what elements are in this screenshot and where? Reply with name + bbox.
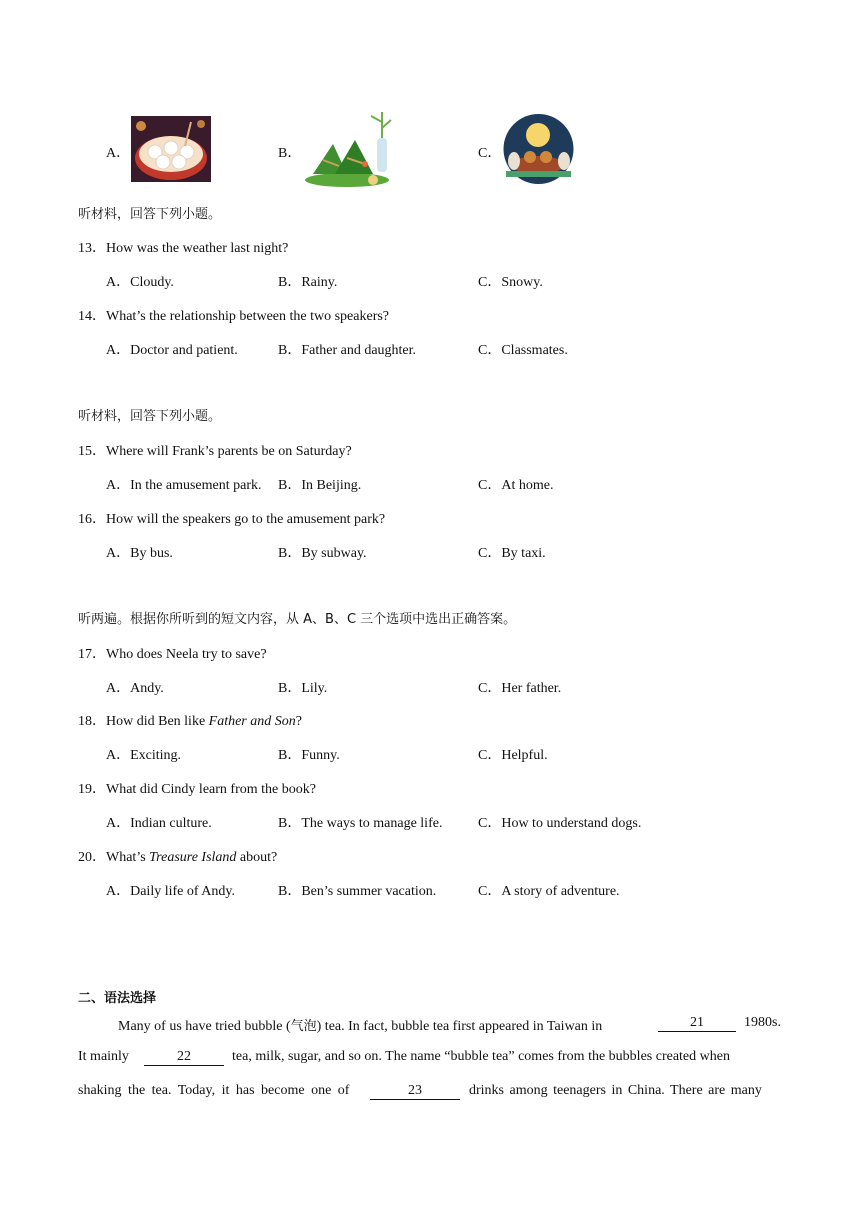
question-text: How was the weather last night? <box>106 241 289 256</box>
q19-option-b: B．The ways to manage life. <box>278 816 443 831</box>
q17-option-b: B．Lily. <box>278 681 328 696</box>
question-text-pre: How did Ben like <box>106 714 209 729</box>
question-text-post: ? <box>295 714 302 729</box>
q16-option-a: A．By bus. <box>106 546 173 561</box>
q14-option-c: C．Classmates. <box>478 343 568 358</box>
question-13 <box>78 237 288 257</box>
option-c-label: C． <box>478 146 502 161</box>
q15-option-a: A．In the amusement park. <box>106 478 262 493</box>
question-number: 14． <box>78 309 106 324</box>
question-text: What did Cindy learn from the book? <box>106 782 316 797</box>
question-number: 18． <box>78 714 106 729</box>
question-text: Who does Neela try to save? <box>106 647 267 662</box>
q20-option-c: C．A story of adventure. <box>478 884 620 899</box>
q16-option-c: C．By taxi. <box>478 546 546 561</box>
blank-23: 23 <box>370 1083 460 1100</box>
question-19 <box>78 778 316 798</box>
mooncake-image <box>502 113 575 185</box>
blank-21: 21 <box>658 1015 736 1032</box>
q14-option-b: B．Father and daughter. <box>278 343 417 358</box>
book-title: Father and Son <box>208 714 296 729</box>
paragraph-text: tea, milk, sugar, and so on. The name “bubble tea” comes from the bubbles created when <box>232 1049 730 1064</box>
question-text: What’s the relationship between the two speakers? <box>106 309 390 324</box>
q14-option-a: A．Doctor and patient. <box>106 343 238 358</box>
question-14 <box>78 305 389 325</box>
question-17 <box>78 643 267 663</box>
question-number: 17． <box>78 647 106 662</box>
book-title: Treasure Island <box>149 850 237 865</box>
q19-option-a: A．Indian culture. <box>106 816 212 831</box>
q15-option-b: B．In Beijing. <box>278 478 362 493</box>
q13-option-b: B．Rainy. <box>278 275 338 290</box>
option-b-label: B． <box>278 146 302 161</box>
question-number: 16． <box>78 512 106 527</box>
q17-option-a: A．Andy. <box>106 681 164 696</box>
section-intro-3: 听两遍。根据你所听到的短文内容，从 A、B、C 三个选项中选出正确答案。 <box>78 612 517 627</box>
paragraph-text: drinks among teenagers in China. There are many <box>469 1083 762 1098</box>
paragraph-text: It mainly <box>78 1049 129 1064</box>
question-15 <box>78 440 352 460</box>
paragraph-text: 1980s. <box>744 1015 781 1030</box>
q15-option-c: C．At home. <box>478 478 554 493</box>
q13-option-a: A．Cloudy. <box>106 275 174 290</box>
q16-option-b: B．By subway. <box>278 546 367 561</box>
question-16 <box>78 508 385 528</box>
q20-option-b: B．Ben’s summer vacation. <box>278 884 437 899</box>
paragraph-text: Many of us have tried bubble ( <box>118 1019 291 1034</box>
paragraph-text: shaking the tea. Today, it has become one of <box>78 1083 350 1098</box>
tangyuan-image <box>131 116 211 182</box>
paragraph-text: ) tea. In fact, bubble tea first appeared in Taiwan in <box>316 1019 603 1034</box>
q13-option-c: C．Snowy. <box>478 275 543 290</box>
question-number: 20． <box>78 850 106 865</box>
zongzi-image <box>303 110 395 190</box>
question-number: 13． <box>78 241 106 256</box>
q18-option-c: C．Helpful. <box>478 748 548 763</box>
question-number: 19． <box>78 782 106 797</box>
question-text-post: about? <box>236 850 278 865</box>
question-text: How will the speakers go to the amusement park? <box>106 512 386 527</box>
grammar-paragraph-line-1 <box>118 1015 602 1035</box>
paragraph-text-cjk: 气泡 <box>290 1019 317 1034</box>
question-20 <box>78 846 277 866</box>
q17-option-c: C．Her father. <box>478 681 562 696</box>
question-18 <box>78 710 302 730</box>
section-intro-1: 听材料，回答下列小题。 <box>78 207 222 222</box>
blank-22: 22 <box>144 1049 224 1066</box>
q20-option-a: A．Daily life of Andy. <box>106 884 235 899</box>
q18-option-b: B．Funny. <box>278 748 340 763</box>
q19-option-c: C．How to understand dogs. <box>478 816 642 831</box>
q18-option-a: A．Exciting. <box>106 748 182 763</box>
question-text: Where will Frank’s parents be on Saturday? <box>106 444 352 459</box>
section-heading-grammar: 二、语法选择 <box>78 991 157 1006</box>
question-text-pre: What’s <box>106 850 150 865</box>
question-number: 15． <box>78 444 106 459</box>
option-a-label: A． <box>106 146 131 161</box>
section-intro-2: 听材料，回答下列小题。 <box>78 409 222 424</box>
